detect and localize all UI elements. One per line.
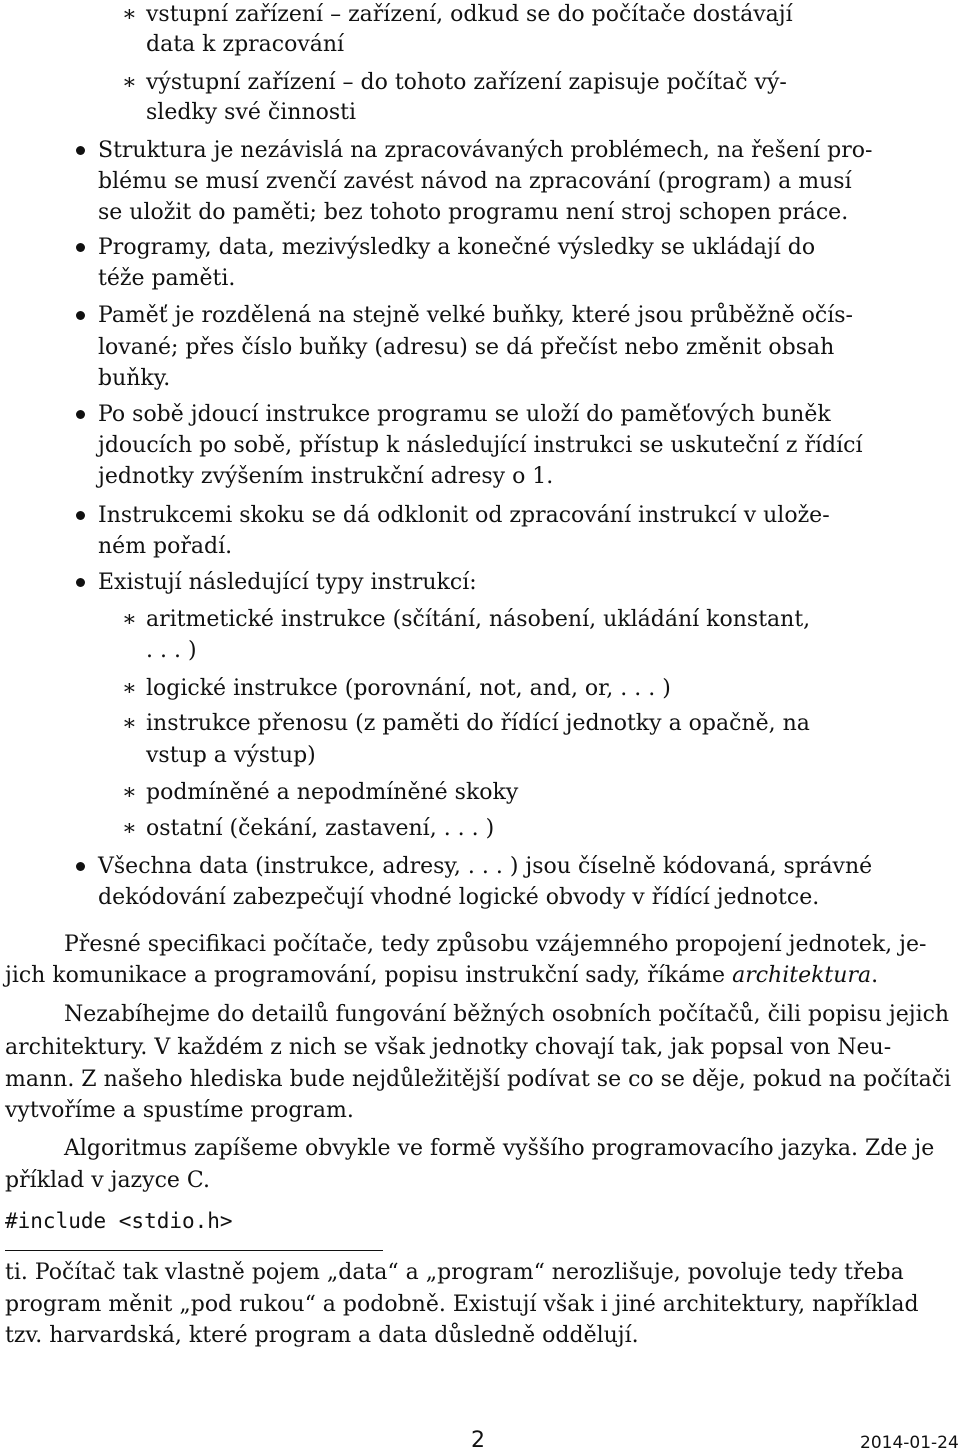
text-line: ném pořadí.: [98, 534, 233, 559]
text-line: data k zpracování: [146, 32, 345, 57]
text-line: instrukce přenosu (z paměti do řídící jednotky a opačně, na: [146, 711, 810, 736]
paragraph-line: vytvoříme a spustíme program.: [5, 1098, 354, 1123]
paragraph-line: Algoritmus zapíšeme obvykle ve formě vyššího programovacího jazyka. Zde je: [64, 1136, 935, 1161]
code-line: #include <stdio.h>: [5, 1209, 233, 1233]
text-line: ostatní (čekání, zastavení, . . . ): [146, 816, 495, 841]
text-line: . . . ): [146, 638, 197, 663]
text-line: Všechna data (instrukce, adresy, . . . ) jsou číselně kódovaná, správné: [98, 854, 873, 879]
sub-bullet-star: ∗: [122, 607, 137, 632]
text-line: Existují následující typy instrukcí:: [98, 570, 477, 595]
footnote-line: ti. Počítač tak vlastně pojem „data“ a „program“ nerozlišuje, povoluje tedy třeba: [5, 1260, 904, 1285]
paragraph-line: architektury. V každém z nich se však jednotky chovají tak, jak popsal von Neu-: [5, 1035, 892, 1060]
text-line: lované; přes číslo buňky (adresu) se dá přečíst nebo změnit obsah: [98, 335, 835, 360]
bullet-icon: [76, 862, 85, 871]
text-line: vstupní zařízení – zařízení, odkud se do počítače dostávají: [146, 2, 793, 27]
bullet-icon: [76, 311, 85, 320]
text-line: Po sobě jdoucí instrukce programu se uloží do paměťových buněk: [98, 402, 831, 427]
text-line: buňky.: [98, 366, 171, 391]
text-line: dekódování zabezpečují vhodné logické obvody v řídící jednotce.: [98, 885, 820, 910]
text-line: Paměť je rozdělená na stejně velké buňky, které jsou průběžně očís-: [98, 303, 853, 328]
text-line: logické instrukce (porovnání, not, and, or, . . . ): [146, 676, 671, 701]
text-line: aritmetické instrukce (sčítání, násobení, ukládání konstant,: [146, 607, 811, 632]
footnote-line: program měnit „pod rukou“ a podobně. Existují však i jiné architektury, například: [5, 1292, 919, 1317]
sub-bullet-star: ∗: [122, 2, 137, 27]
italic-term: architektura: [732, 963, 872, 988]
bullet-icon: [76, 410, 85, 419]
footer-date: 2014-01-24: [860, 1433, 959, 1453]
sub-bullet-star: ∗: [122, 816, 137, 841]
bullet-icon: [76, 146, 85, 155]
sub-bullet-star: ∗: [122, 780, 137, 805]
sub-bullet-star: ∗: [122, 711, 137, 736]
text-line: se uložit do paměti; bez tohoto programu není stroj schopen práce.: [98, 200, 849, 225]
text-line: Struktura je nezávislá na zpracovávaných problémech, na řešení pro-: [98, 138, 873, 163]
text-run: .: [871, 963, 879, 988]
text-line: jednotky zvýšením instrukční adresy o 1.: [98, 464, 554, 489]
paragraph-line: mann. Z našeho hlediska bude nejdůležitější podívat se co se děje, pokud na počítači: [5, 1067, 952, 1092]
text-line: vstup a výstup): [146, 743, 316, 768]
text-line: Programy, data, mezivýsledky a konečné výsledky se ukládají do: [98, 235, 816, 260]
text-line: jdoucích po sobě, přístup k následující instrukci se uskuteční z řídící: [98, 433, 863, 458]
text-line: blému se musí zvenčí zavést návod na zpracování (program) a musí: [98, 169, 852, 194]
paragraph-line: příklad v jazyce C.: [5, 1168, 210, 1193]
bullet-icon: [76, 511, 85, 520]
bullet-icon: [76, 578, 85, 587]
text-line: výstupní zařízení – do tohoto zařízení zapisuje počítač vý-: [146, 70, 787, 95]
page-number: 2: [471, 1428, 485, 1453]
text-line: sledky své činnosti: [146, 100, 357, 125]
text-line: podmíněné a nepodmíněné skoky: [146, 780, 519, 805]
footnote-line: tzv. harvardská, které program a data důsledně oddělují.: [5, 1323, 639, 1348]
text-line: Instrukcemi skoku se dá odklonit od zpracování instrukcí v ulože-: [98, 503, 830, 528]
text-run: jich komunikace a programování, popisu instrukční sady, říkáme: [5, 963, 733, 988]
sub-bullet-star: ∗: [122, 676, 137, 701]
paragraph-line: [5, 961, 878, 991]
sub-bullet-star: ∗: [122, 70, 137, 95]
paragraph-line: Nezabíhejme do detailů fungování běžných osobních počítačů, čili popisu jejich: [64, 1002, 950, 1027]
text-line: téže paměti.: [98, 266, 236, 291]
bullet-icon: [76, 243, 85, 252]
footnote-divider: [5, 1250, 383, 1251]
paragraph-line: Přesné specifikaci počítače, tedy způsobu vzájemného propojení jednotek, je-: [64, 932, 927, 957]
